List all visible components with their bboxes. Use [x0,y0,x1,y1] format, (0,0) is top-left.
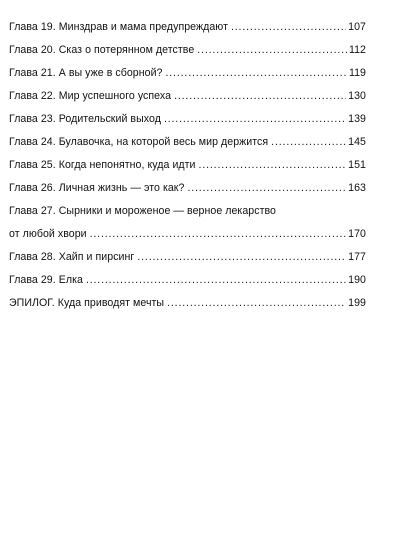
toc-dot-leader [199,154,347,177]
toc-entry-title: Глава 23. Родительский выход [9,113,161,125]
toc-entry-page: 151 [348,159,366,171]
table-of-contents [9,16,366,315]
toc-entry [9,62,366,85]
toc-entry [9,154,366,177]
toc-dot-leader [164,108,346,131]
toc-entry-title: Глава 29. Елка [9,274,83,286]
toc-entry-page: 119 [348,67,366,79]
toc-entry [9,292,366,315]
toc-dot-leader [86,269,346,292]
toc-entry [9,85,366,108]
toc-entry-title: Глава 19. Минздрав и мама предупреждают [9,21,228,33]
toc-entry [9,223,366,246]
toc-entry-page: 190 [348,274,366,286]
toc-entry-page: 170 [348,228,366,240]
toc-entry [9,108,366,131]
toc-entry-title: Глава 21. А вы уже в сборной? [9,67,163,79]
toc-entry-page: 112 [348,44,366,56]
toc-entry [9,39,366,62]
toc-dot-leader [167,292,346,315]
toc-entry-title: ЭПИЛОГ. Куда приводят мечты [9,297,165,309]
toc-dot-leader [197,39,347,62]
toc-dot-leader [165,62,346,85]
toc-dot-leader [174,85,346,108]
toc-dot-leader [187,177,346,200]
toc-dot-leader [271,131,346,154]
toc-entry-title: Глава 25. Когда непонятно, куда идти [9,159,196,171]
toc-entry [9,177,366,200]
toc-entry [9,16,366,39]
toc-dot-leader [137,246,346,269]
toc-entry-page: 199 [348,297,366,309]
toc-entry-page: 163 [348,182,366,194]
toc-entry-page: 130 [348,90,366,102]
toc-entry-page: 139 [348,113,366,125]
toc-dot-leader [90,223,347,246]
toc-entry [9,131,366,154]
toc-dot-leader [231,16,346,39]
toc-entry [9,246,366,269]
toc-entry-title-line [9,200,366,223]
toc-entry-title-continuation: от любой хвори [9,228,87,240]
toc-entry-page: 107 [348,21,366,33]
toc-entry-title: Глава 20. Сказ о потерянном детстве [9,44,195,56]
toc-entry-page: 177 [348,251,366,263]
toc-entry-title: Глава 24. Булавочка, на которой весь мир держится [9,136,269,148]
toc-entry-title: Глава 26. Личная жизнь — это как? [9,182,185,194]
toc-entry-title: Глава 22. Мир успешного успеха [9,90,172,102]
toc-entry-page: 145 [348,136,366,148]
toc-entry-title: Глава 27. Сырники и мороженое — верное лекарство [9,205,276,217]
toc-entry [9,269,366,292]
toc-entry-title: Глава 28. Хайп и пирсинг [9,251,135,263]
